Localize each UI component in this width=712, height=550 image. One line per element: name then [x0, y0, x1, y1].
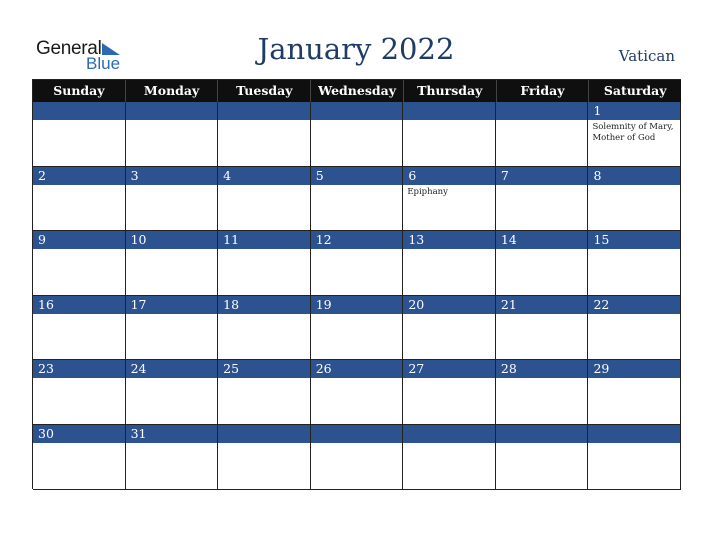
holiday-label: Epiphany [407, 186, 448, 197]
holiday-label [218, 185, 310, 187]
day-number: 10 [126, 231, 218, 249]
day-number [33, 102, 125, 120]
holiday-label [588, 249, 680, 251]
day-cell[interactable] [218, 231, 311, 296]
day-number [588, 425, 680, 443]
day-cell[interactable] [496, 425, 589, 490]
day-cell[interactable] [311, 102, 404, 167]
day-cell[interactable] [311, 167, 404, 232]
day-number: 27 [403, 360, 495, 378]
weekday-thursday: Thursday [404, 80, 497, 102]
day-cell[interactable] [588, 102, 681, 167]
holiday-label [496, 185, 588, 187]
holiday-label [33, 314, 125, 316]
day-number: 3 [126, 167, 218, 185]
day-number: 4 [218, 167, 310, 185]
day-number [403, 425, 495, 443]
holiday-label [218, 314, 310, 316]
calendar-grid [32, 79, 681, 489]
holiday-label [588, 314, 680, 316]
day-number: 19 [311, 296, 403, 314]
day-cell[interactable] [126, 102, 219, 167]
day-cell[interactable] [311, 360, 404, 425]
day-cell[interactable] [33, 231, 126, 296]
logo-word-general: General [36, 38, 102, 59]
day-number: 30 [33, 425, 125, 443]
holiday-label [496, 249, 588, 251]
day-cell[interactable] [496, 231, 589, 296]
day-cell[interactable] [33, 167, 126, 232]
day-number: 6 [403, 167, 495, 185]
holiday-label [311, 378, 403, 380]
holiday-label [126, 443, 218, 445]
day-cell[interactable] [311, 425, 404, 490]
day-number: 29 [588, 360, 680, 378]
day-number: 23 [33, 360, 125, 378]
day-number [496, 102, 588, 120]
week-row [33, 425, 681, 490]
logo-word-blue: Blue [86, 54, 121, 73]
holiday-label [33, 120, 125, 122]
day-cell[interactable] [311, 231, 404, 296]
day-cell[interactable] [126, 296, 219, 361]
week-row [33, 360, 681, 425]
holiday-label [33, 378, 125, 380]
holiday-label [496, 378, 588, 380]
day-cell[interactable] [496, 102, 589, 167]
day-cell[interactable] [33, 360, 126, 425]
day-number: 16 [33, 296, 125, 314]
holiday-label [403, 249, 495, 251]
holiday-label [311, 185, 403, 187]
day-cell[interactable] [218, 102, 311, 167]
day-number: 20 [403, 296, 495, 314]
day-cell[interactable] [218, 425, 311, 490]
day-number: 14 [496, 231, 588, 249]
holiday-label [126, 378, 218, 380]
weeks-container [33, 102, 681, 490]
holiday-label [588, 378, 680, 380]
day-number [403, 102, 495, 120]
day-cell[interactable] [126, 231, 219, 296]
day-cell[interactable] [33, 425, 126, 490]
day-cell[interactable] [218, 360, 311, 425]
day-number: 8 [588, 167, 680, 185]
day-number: 15 [588, 231, 680, 249]
day-number: 1 [588, 102, 680, 120]
holiday-label [126, 314, 218, 316]
holiday-label [126, 249, 218, 251]
holiday-label [33, 249, 125, 251]
day-cell[interactable] [33, 102, 126, 167]
holiday-label: Solemnity of Mary, Mother of God [592, 122, 674, 143]
holiday-label [218, 378, 310, 380]
week-row [33, 231, 681, 296]
day-number: 25 [218, 360, 310, 378]
holiday-label [496, 443, 588, 445]
day-cell[interactable] [496, 167, 589, 232]
holiday-label [218, 120, 310, 122]
day-number: 17 [126, 296, 218, 314]
day-cell[interactable] [126, 360, 219, 425]
weekday-header-row [33, 80, 681, 102]
weekday-wednesday: Wednesday [311, 80, 404, 102]
week-row [33, 296, 681, 361]
day-number: 24 [126, 360, 218, 378]
day-cell[interactable] [218, 167, 311, 232]
holiday-label [126, 120, 218, 122]
holiday-label [403, 378, 495, 380]
day-number: 21 [496, 296, 588, 314]
day-cell[interactable] [33, 296, 126, 361]
weekday-monday: Monday [126, 80, 219, 102]
holiday-label [403, 314, 495, 316]
day-number [218, 425, 310, 443]
day-cell[interactable] [311, 296, 404, 361]
week-row [33, 167, 681, 232]
day-cell[interactable] [403, 425, 496, 490]
weekday-tuesday: Tuesday [218, 80, 311, 102]
day-number [496, 425, 588, 443]
day-number: 11 [218, 231, 310, 249]
day-number: 12 [311, 231, 403, 249]
day-number: 9 [33, 231, 125, 249]
day-cell[interactable] [403, 167, 496, 232]
day-number: 26 [311, 360, 403, 378]
holiday-label [311, 249, 403, 251]
holiday-label [218, 249, 310, 251]
holiday-label [403, 120, 495, 122]
holiday-label [311, 120, 403, 122]
holiday-label [588, 443, 680, 445]
day-cell[interactable] [588, 425, 681, 490]
weekday-saturday: Saturday [603, 83, 667, 98]
day-number [218, 102, 310, 120]
day-number [126, 102, 218, 120]
day-cell[interactable] [403, 102, 496, 167]
day-cell[interactable] [496, 360, 589, 425]
holiday-label [496, 314, 588, 316]
day-cell[interactable] [588, 231, 681, 296]
holiday-label [33, 443, 125, 445]
day-cell[interactable] [588, 296, 681, 361]
holiday-label [33, 185, 125, 187]
holiday-label [311, 314, 403, 316]
day-number: 18 [218, 296, 310, 314]
country-label: Vatican [618, 47, 675, 65]
day-number: 2 [33, 167, 125, 185]
weekday-sunday: Sunday [33, 80, 126, 102]
holiday-label [403, 443, 495, 445]
day-cell[interactable] [126, 425, 219, 490]
page-title: January 2022 [257, 32, 455, 66]
day-number: 7 [496, 167, 588, 185]
day-number: 5 [311, 167, 403, 185]
day-number: 22 [588, 296, 680, 314]
day-number [311, 425, 403, 443]
holiday-label [126, 185, 218, 187]
day-cell[interactable] [496, 296, 589, 361]
day-cell[interactable] [588, 167, 681, 232]
day-cell[interactable] [403, 296, 496, 361]
holiday-label [311, 443, 403, 445]
weekday-friday: Friday [497, 80, 590, 102]
day-cell[interactable] [588, 360, 681, 425]
week-row [33, 102, 681, 167]
day-number: 28 [496, 360, 588, 378]
holiday-label [496, 120, 588, 122]
day-cell[interactable] [403, 360, 496, 425]
day-number [311, 102, 403, 120]
day-cell[interactable] [218, 296, 311, 361]
day-number: 13 [403, 231, 495, 249]
day-number: 31 [126, 425, 218, 443]
day-cell[interactable] [403, 231, 496, 296]
day-cell[interactable] [126, 167, 219, 232]
holiday-label [218, 443, 310, 445]
holiday-label [588, 185, 680, 187]
